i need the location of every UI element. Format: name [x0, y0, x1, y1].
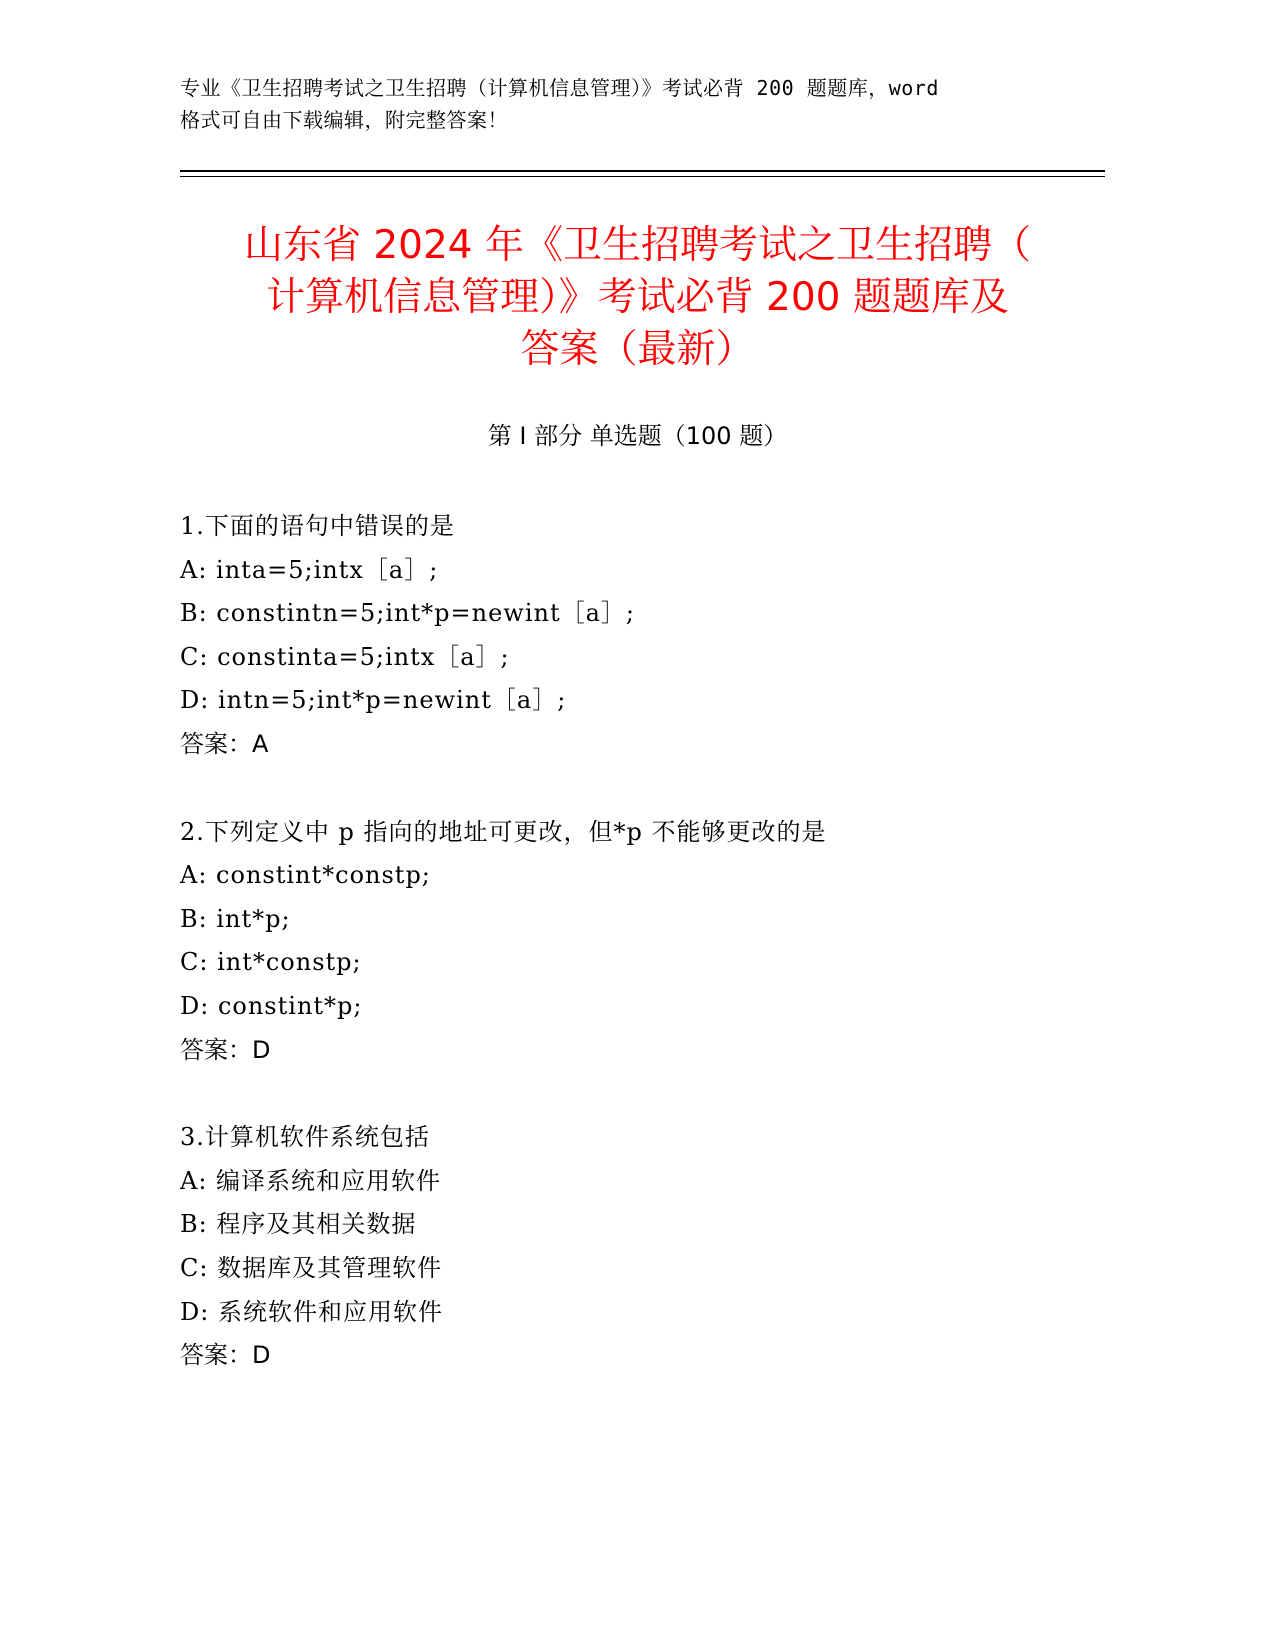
option-a: A: constint*constp; — [180, 861, 431, 890]
option-a: A: 编译系统和应用软件 — [180, 1166, 442, 1195]
title-line-1: 山东省 2024 年《卫生招聘考试之卫生招聘（ — [243, 223, 1032, 268]
header-note-line-1: 专业《卫生招聘考试之卫生招聘（计算机信息管理）》考试必背 200 题题库，word — [180, 76, 939, 100]
option-d: D: 系统软件和应用软件 — [180, 1297, 443, 1326]
option-b: B: constintn=5;int*p=newint［a］; — [180, 599, 635, 628]
answer: 答案：A — [180, 729, 269, 758]
option-a: A: inta=5;intx［a］; — [180, 555, 439, 584]
option-c: C: constinta=5;intx［a］; — [180, 642, 510, 671]
document-title — [140, 220, 1135, 376]
title-line-2: 计算机信息管理）》考试必背 200 题题库及 — [266, 275, 1009, 320]
question-1 — [180, 505, 1105, 767]
answer: 答案：D — [180, 1341, 271, 1370]
section-heading: 第 I 部分 单选题（100 题） — [487, 422, 788, 450]
title-line-3: 答案（最新） — [520, 327, 755, 372]
question-2 — [180, 811, 1105, 1073]
header-note — [180, 72, 1080, 136]
option-d: D: intn=5;int*p=newint［a］; — [180, 686, 567, 715]
option-b: B: int*p; — [180, 904, 291, 933]
option-c: C: int*constp; — [180, 948, 362, 977]
question-stem: 3.计算机软件系统包括 — [180, 1123, 430, 1152]
header-rule-thick — [180, 170, 1105, 172]
option-d: D: constint*p; — [180, 991, 363, 1020]
question-3 — [180, 1116, 1105, 1378]
question-stem: 1.下面的语句中错误的是 — [180, 512, 455, 540]
option-b: B: 程序及其相关数据 — [180, 1210, 417, 1239]
question-list — [180, 505, 1105, 1422]
answer: 答案：D — [180, 1035, 271, 1064]
question-stem: 2.下列定义中 p 指向的地址可更改，但*p 不能够更改的是 — [180, 817, 827, 846]
header-note-line-2: 格式可自由下载编辑，附完整答案！ — [180, 108, 508, 132]
header-rule-thin — [180, 176, 1105, 177]
option-c: C: 数据库及其管理软件 — [180, 1253, 443, 1282]
